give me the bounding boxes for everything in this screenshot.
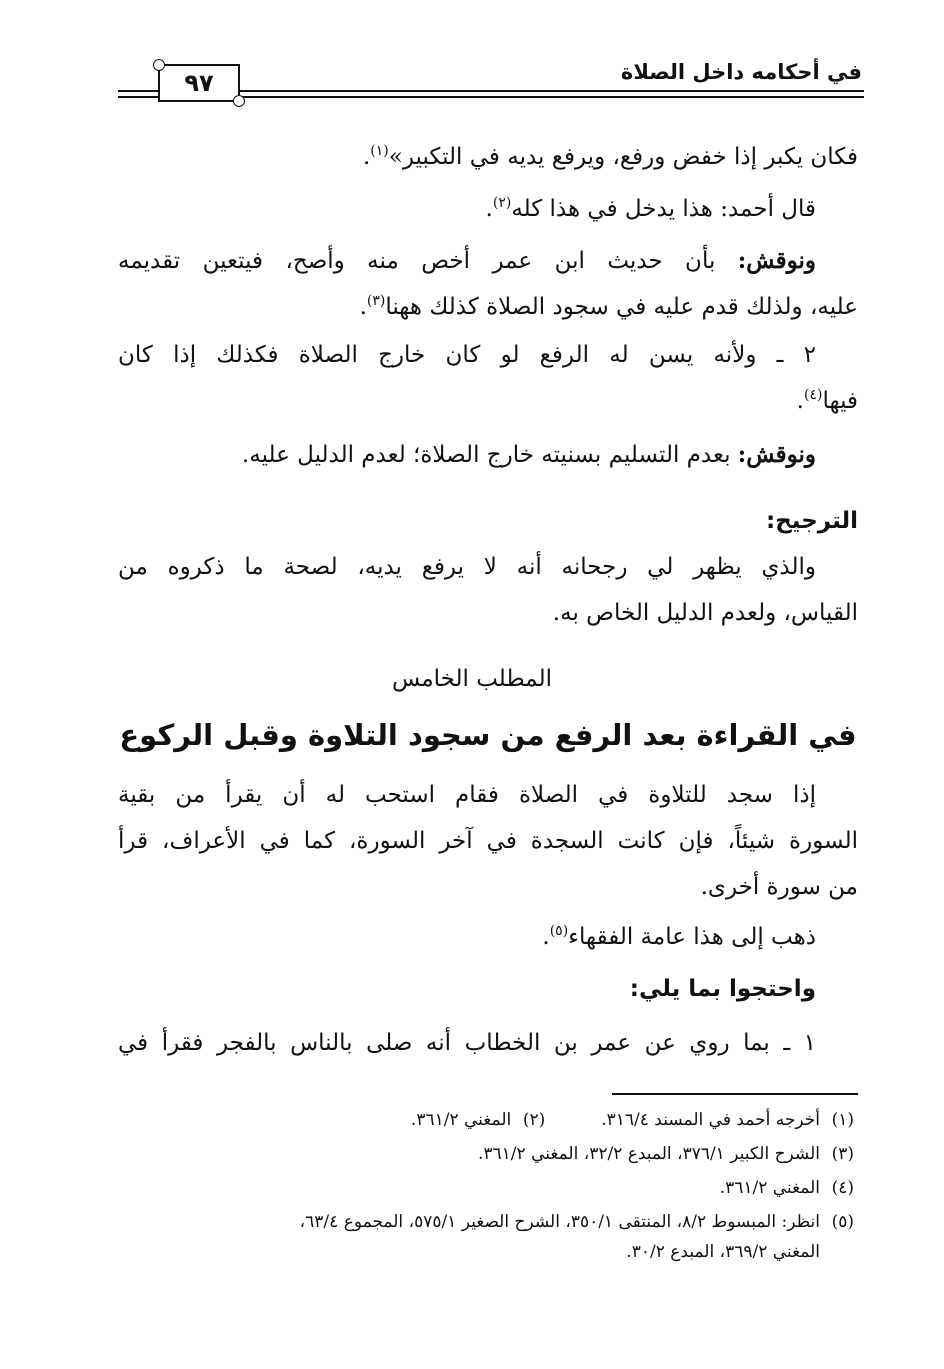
text-line: ونوقش: بأن حديث ابن عمر أخص منه وأصح، فيتعين تقديمه (118, 247, 816, 274)
footnote-ref: (٢) (492, 195, 512, 211)
footnote-ref: (٣) (366, 293, 386, 309)
text-line: القياس، ولعدم الدليل الخاص به. (552, 600, 858, 626)
page-number: ٩٧ (184, 69, 214, 97)
text-line: إذا سجد للتلاوة في الصلاة فقام استحب له أن يقرأ من بقية (118, 782, 816, 808)
text-line: ٢ ـ ولأنه يسن له الرفع لو كان خارج الصلاة فكذلك إذا كان (118, 342, 816, 368)
section-title: في القراءة بعد الرفع من سجود التلاوة وقبل الركوع (119, 718, 857, 752)
text-line: عليه، ولذلك قدم عليه في سجود الصلاة كذلك ههنا$^{(٣)}$. (359, 293, 858, 320)
text-line: ذهب إلى هذا عامة الفقهاء$^{(٥)}$. (542, 923, 816, 950)
text-line: والذي يظهر لي رجحانه أنه لا يرفع يديه، لصحة ما ذكروه من (118, 554, 816, 580)
arguments-heading: واحتجوا بما يلي: (629, 976, 816, 1002)
text-line: فيها$^{(٤)}$. (796, 387, 858, 414)
footnote-ref: (٤) (803, 387, 823, 403)
footnote: (٥)انظر: المبسوط ٨/٢، المنتقى ٣٥٠/١، الشرح الصغير ٥٧٥/١، المجموع ٦٣/٤، (299, 1212, 854, 1232)
corner-ornament-icon (153, 59, 165, 71)
text-line: السورة شيئاً، فإن كانت السجدة في آخر السورة، كما في الأعراف، قرأ (118, 828, 858, 854)
footnote-ref: (٥) (549, 923, 569, 939)
footnote-rule (612, 1093, 858, 1095)
footnote: (٣)الشرح الكبير ٣٧٦/١، المبدع ٣٢/٢، المغني ٣٦١/٢. (478, 1144, 854, 1164)
footnote: (٤)المغني ٣٦١/٢. (719, 1178, 854, 1198)
tarjih-heading: الترجيح: (766, 508, 858, 534)
section-subtitle: المطلب الخامس (392, 666, 552, 692)
text-line: قال أحمد: هذا يدخل في هذا كله$^{(٢)}$. (485, 195, 816, 222)
page-number-box (158, 64, 240, 102)
footnote-ref: (١) (370, 143, 389, 159)
text-line: فكان يكبر إذا خفض ورفع، ويرفع يديه في التكبير»$^{(١)}$. (362, 143, 858, 170)
corner-ornament-icon (233, 95, 245, 107)
objection-label: ونوقش: (737, 441, 816, 468)
text-line: ونوقش: بعدم التسليم بسنيته خارج الصلاة؛ لعدم الدليل عليه. (241, 441, 816, 468)
text-line: ١ ـ بما روي عن عمر بن الخطاب أنه صلى بالناس بالفجر فقرأ في (118, 1030, 816, 1056)
footnote: (١)أخرجه أحمد في المسند ٣١٦/٤.(٢)المغني ٣٦١/٢. (410, 1110, 854, 1130)
running-title: في أحكامه داخل الصلاة (620, 60, 862, 84)
footnote-continuation: المغني ٣٦٩/٢، المبدع ٣٠/٢. (626, 1242, 820, 1262)
text-line: من سورة أخرى. (700, 874, 858, 900)
objection-label: ونوقش: (737, 247, 816, 274)
